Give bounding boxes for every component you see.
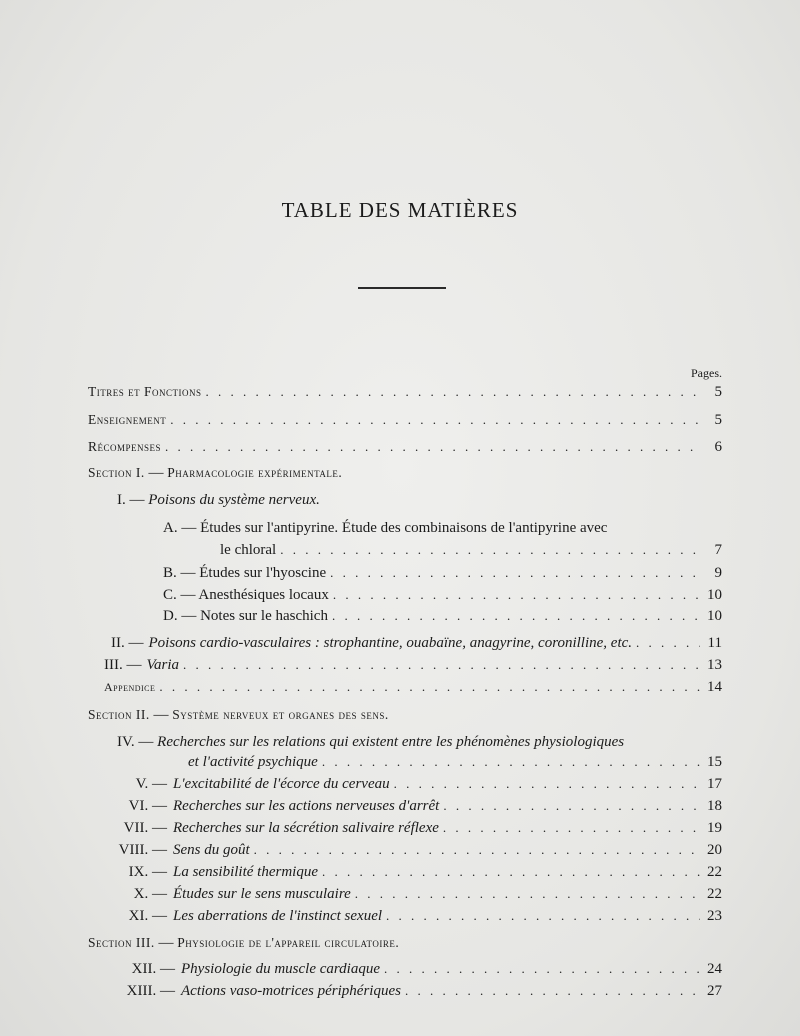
dot-leader: [280, 540, 700, 560]
section-separator: —: [158, 935, 174, 951]
toc-entry-xii: [117, 959, 722, 979]
toc-entry-page: 22: [707, 886, 722, 902]
toc-entry-titres: [88, 382, 722, 402]
section-number: Section II.: [88, 707, 150, 722]
toc-entry-appendice: [104, 677, 722, 697]
dot-leader: [636, 633, 700, 653]
dot-leader: [333, 585, 700, 605]
page-title: TABLE DES MATIÈRES: [281, 198, 519, 222]
dot-leader: [394, 774, 700, 794]
toc-entry-label: L'excitabilité de l'écorce du cerveau: [173, 776, 390, 792]
toc-entry-number: XIII. —: [126, 983, 175, 999]
toc-entry-page: 22: [707, 864, 722, 880]
section-title: Système nerveux et organes des sens.: [172, 707, 389, 722]
dot-leader: [355, 884, 700, 904]
toc-entry-label: le chloral: [220, 542, 277, 558]
toc-entry-label: Appendice: [104, 680, 156, 694]
toc-entry-ii: [111, 633, 722, 653]
toc-entry-page: 5: [714, 384, 722, 400]
section-title: Pharmacologie expérimentale.: [167, 465, 343, 480]
toc-entry-label: C. — Anesthésiques locaux: [163, 587, 329, 603]
section-heading-2: [88, 705, 389, 725]
toc-entry-label: Recherches sur les actions nerveuses d'arrêt: [173, 798, 440, 814]
subsection-number: I.: [117, 492, 126, 508]
toc-entry-page: 10: [707, 608, 722, 624]
dot-leader: [183, 655, 700, 675]
toc-entry-number: XII. —: [131, 961, 175, 977]
toc-entry-v: [117, 774, 722, 794]
toc-entry-page: 11: [707, 635, 722, 651]
toc-entry-viii: [117, 840, 722, 860]
subsection-title: Poisons du système nerveux.: [148, 492, 320, 508]
toc-entry-page: 20: [707, 842, 722, 858]
toc-entry-iii: [104, 655, 722, 675]
toc-entry-label: B. — Études sur l'hyoscine: [163, 565, 327, 581]
toc-entry-d: [163, 606, 722, 626]
toc-entry-number: VI. —: [128, 798, 167, 814]
toc-entry-number: V. —: [135, 776, 167, 792]
toc-entry-number: VII. —: [123, 820, 167, 836]
title-rule: [358, 287, 446, 289]
toc-entry-page: 9: [714, 565, 722, 581]
toc-entry-label: Actions vaso-motrices périphériques: [181, 983, 401, 999]
toc-entry-page: 10: [707, 587, 722, 603]
toc-entry-label: Les aberrations de l'instinct sexuel: [173, 908, 383, 924]
toc-entry-label: Varia: [146, 657, 180, 673]
toc-entry-iv-line1: [117, 732, 624, 752]
dot-leader: [165, 437, 700, 457]
toc-entry-recompenses: [88, 437, 722, 457]
dot-leader: [322, 752, 700, 772]
toc-entry-label: Études sur le sens musculaire: [173, 886, 351, 902]
toc-entry-x: [117, 884, 722, 904]
toc-entry-a: [220, 540, 722, 560]
section-separator: —: [153, 707, 169, 723]
dot-leader: [254, 840, 700, 860]
section-heading-3: [88, 933, 399, 953]
toc-entry-page: 13: [707, 657, 722, 673]
subsection-heading-1: I. — Poisons du système nerveux.: [117, 492, 320, 508]
toc-entry-page: 5: [714, 412, 722, 428]
toc-entry-label: Poisons cardio-vasculaires : strophantine, ouabaïne, anagyrine, coronilline, etc.: [148, 635, 633, 651]
section-title: Physiologie de l'appareil circulatoire.: [177, 935, 400, 950]
section-separator: —: [148, 465, 164, 481]
dot-leader: [170, 410, 700, 430]
toc-entry-number: IV. —: [117, 734, 154, 750]
toc-entry-number: III. —: [104, 657, 142, 673]
toc-entry-label: Récompenses: [88, 439, 162, 454]
toc-entry-label: La sensibilité thermique: [173, 864, 318, 880]
toc-entry-label: Recherches sur la sécrétion salivaire réflexe: [173, 820, 439, 836]
toc-entry-number: VIII. —: [118, 842, 167, 858]
section-number: Section I.: [88, 465, 145, 480]
dot-leader: [322, 862, 700, 882]
toc-entry-page: 24: [707, 961, 722, 977]
toc-entry-c: [163, 585, 722, 605]
toc-entry-iv: [188, 752, 722, 772]
section-number: Section III.: [88, 935, 155, 950]
dot-leader: [159, 677, 700, 697]
dot-leader: [206, 382, 700, 402]
toc-entry-number: X. —: [133, 886, 167, 902]
toc-entry-b: [163, 563, 722, 583]
toc-entry-page: 7: [714, 542, 722, 558]
toc-entry-number: IX. —: [128, 864, 167, 880]
toc-entry-page: 17: [707, 776, 722, 792]
toc-entry-enseignement: [88, 410, 722, 430]
dot-leader: [405, 981, 700, 1001]
toc-entry-page: 23: [707, 908, 722, 924]
toc-entry-label: Titres et Fonctions: [88, 384, 202, 399]
toc-entry-vii: [117, 818, 722, 838]
toc-entry-page: 18: [707, 798, 722, 814]
toc-entry-page: 19: [707, 820, 722, 836]
dot-leader: [443, 818, 700, 838]
toc-entry-label: Enseignement: [88, 412, 167, 427]
dot-leader: [386, 906, 700, 926]
toc-entry-vi: [117, 796, 722, 816]
toc-entry-label: et l'activité psychique: [188, 754, 318, 770]
dot-leader: [330, 563, 700, 583]
toc-entry-a-line1: A. — Études sur l'antipyrine. Étude des combinaisons de l'antipyrine avec: [163, 520, 608, 536]
dot-leader: [443, 796, 700, 816]
toc-entry-number: XI. —: [128, 908, 167, 924]
toc-entry-label: D. — Notes sur le haschich: [163, 608, 328, 624]
toc-entry-page: 14: [707, 679, 722, 695]
toc-entry-page: 15: [707, 754, 722, 770]
toc-entry-label: Sens du goût: [173, 842, 250, 858]
toc-entry-page: 6: [714, 439, 722, 455]
toc-entry-ix: [117, 862, 722, 882]
toc-entry-label: Recherches sur les relations qui existent entre les phénomènes physiologiques: [157, 734, 625, 750]
dot-leader: [384, 959, 700, 979]
toc-entry-xi: [117, 906, 722, 926]
toc-entry-number: II. —: [111, 635, 144, 651]
dot-leader: [332, 606, 700, 626]
toc-entry-xiii: [117, 981, 722, 1001]
pages-column-label: Pages.: [691, 366, 722, 380]
toc-entry-page: 27: [707, 983, 722, 999]
toc-entry-label: Physiologie du muscle cardiaque: [181, 961, 380, 977]
section-heading-1: [88, 463, 342, 483]
